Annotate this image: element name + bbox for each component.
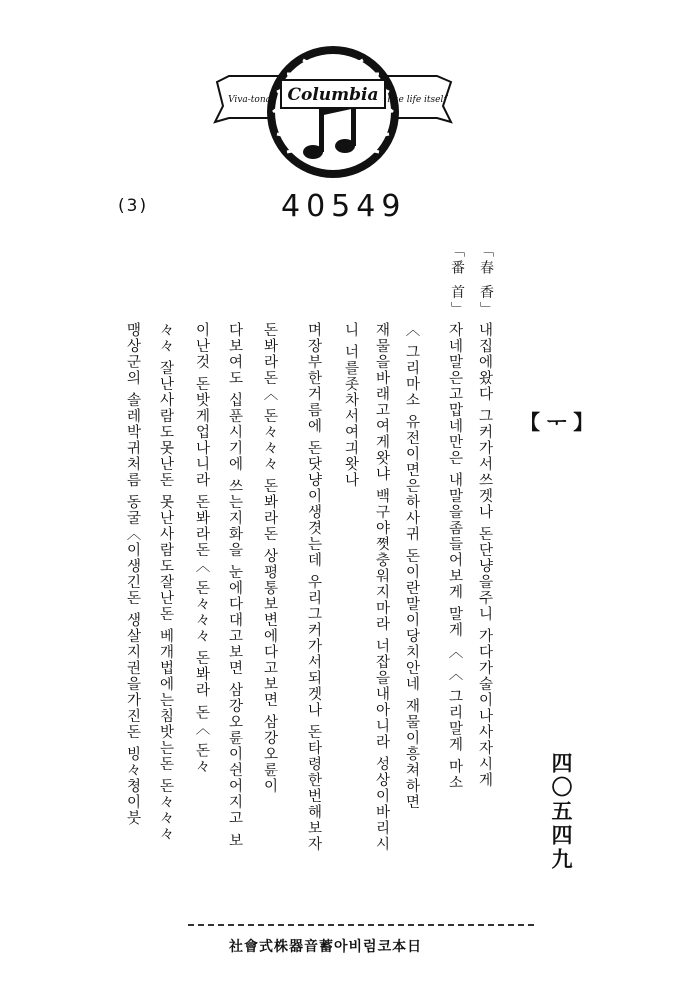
columbia-logo <box>211 42 456 182</box>
logo-right-motto: like life itself <box>387 95 447 105</box>
publisher-footer: 社會式株器音蓄아비럼코本日 <box>229 939 423 955</box>
logo-left-motto: Viva-tonal <box>228 95 274 105</box>
side-record-number: 四〇五四九 <box>549 752 573 872</box>
logo-brand-text: Columbia <box>287 85 379 105</box>
record-number: 40549 <box>281 189 407 224</box>
lyric-column: 々々 잘난사람도못난돈 못난사람도잘난돈 베개법에는침밧는돈 돈々々々 <box>157 322 174 843</box>
lyric-column: 〈 그리마소 유전이면은하사귀 돈이란말이당치안네 재물이흥쳐하면 <box>403 322 420 811</box>
lyric-column: 맹상군의 솔레박귀처름 동굴〈이생긴돈 생살지권을가진돈 빙々쳥이붓 <box>124 322 141 827</box>
label-beonsu: 「番 首」 <box>449 243 465 319</box>
lyric-column: 이난것 돈밧게업나니라 돈봐라돈〈 돈々々々 돈봐라 돈〈 돈々 <box>193 322 210 775</box>
bracket-tag: 【 ᅮ 】 <box>520 410 594 434</box>
lyric-column: 다보여도 십푼시기에 쓰는지화을 눈에다대고보면 삼강오륜이쉰어지고 보 <box>226 322 243 849</box>
lyric-column: 자네말은고맙네만은 내말을좀들어보게 말게 〈 〈 그리말게 마소 <box>446 322 463 791</box>
lyric-column: 돈봐라돈〈 돈々々々 돈봐라돈 상평통보변에다고보면 삼강오륜이 <box>261 322 278 795</box>
lyric-column: 내집에왔다 그커가서쓰겟나 돈단냥을주니 가다가술이나사자시게 <box>476 322 493 789</box>
lyric-column: 니 너를좃차서여긔왓나 <box>342 322 359 489</box>
page-number: (3) <box>118 196 149 216</box>
columbia-logo-graphic <box>211 42 456 182</box>
label-chunhyang: 「春 香」 <box>478 243 494 319</box>
footer-divider <box>188 924 534 926</box>
lyric-column: 며장부한거름에 돈닷냥이생겻는데 우리그커가서되겟나 돈타령한번해보자 <box>305 322 322 853</box>
lyric-column: 재물을바래고여게왓냐 백구야쪗충워지마라 너잡을내아니라 성상이바리시 <box>373 322 390 853</box>
